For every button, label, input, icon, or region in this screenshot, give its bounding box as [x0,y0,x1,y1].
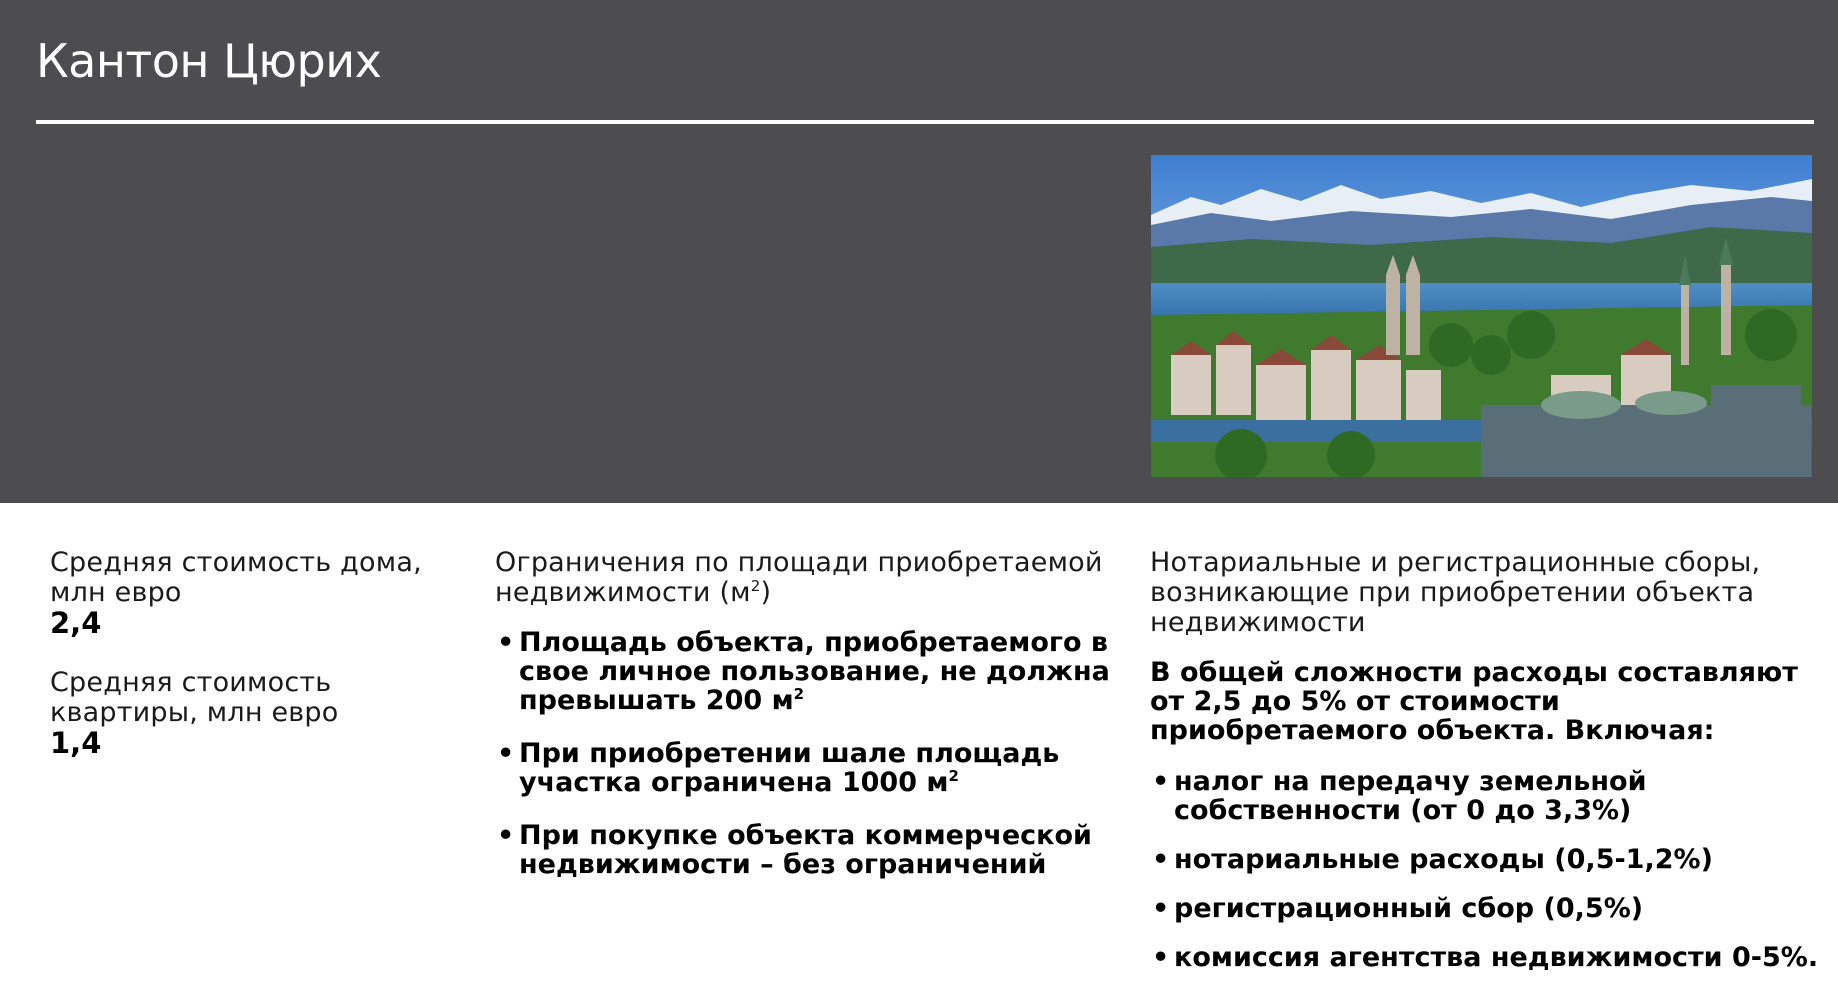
bullet-icon: • [497,627,515,658]
list-item-text: налог на передачу земельной собственности (от 0 до 3,3%) [1174,766,1647,826]
house-price-value: 2,4 [50,606,102,640]
list-item-text: нотариальные расходы (0,5-1,2%) [1174,844,1713,875]
list-item [495,628,1115,715]
area-restrictions-column [495,548,1115,903]
fees-list [1150,767,1820,972]
list-item [1150,943,1820,972]
list-item-text: комиссия агентства недвижимости 0-5%. [1174,942,1819,973]
list-item-text: При приобретении шале площадь участка ограничена 1000 м [519,738,1060,798]
heading-text: Ограничения по площади приобретаемой недвижимости (м [495,547,1103,608]
fees-heading: Нотариальные и регистрационные сборы, возникающие при приобретении объекта недвижимости [1150,547,1761,638]
page-title: Кантон Цюрих [36,34,382,88]
apartment-price-value: 1,4 [50,726,102,760]
list-item-text: Площадь объекта, приобретаемого в свое личное пользование, не должна превышать 200 м [519,627,1110,716]
superscript: 2 [793,685,805,703]
price-column [50,548,450,758]
area-restrictions-heading [495,548,1115,608]
list-item-text: регистрационный сбор (0,5%) [1174,893,1644,924]
bullet-icon: • [1152,844,1170,875]
bullet-icon: • [1152,766,1170,797]
list-item [1150,767,1820,825]
list-item [495,739,1115,797]
fees-column [1150,548,1820,992]
fees-intro: В общей сложности расходы составляют от 2,5 до 5% от стоимости приобретаемого объекта. Включая: [1150,657,1798,746]
bullet-icon: • [497,738,515,769]
title-divider [36,120,1814,124]
bullet-icon: • [497,820,515,851]
heading-sup: 2 [750,577,761,595]
list-item [1150,845,1820,874]
bullet-icon: • [1152,942,1170,973]
list-item [495,821,1115,879]
bullet-icon: • [1152,893,1170,924]
zurich-panorama-photo [1151,155,1812,477]
apartment-price-label: Средняя стоимость квартиры, млн евро [50,667,339,728]
heading-end: ) [760,577,772,608]
list-item [1150,894,1820,923]
house-price-label: Средняя стоимость дома, млн евро [50,547,422,608]
restrictions-list [495,628,1115,879]
list-item-text: При покупке объекта коммерческой недвижимости – без ограничений [519,820,1092,880]
superscript: 2 [948,767,959,785]
